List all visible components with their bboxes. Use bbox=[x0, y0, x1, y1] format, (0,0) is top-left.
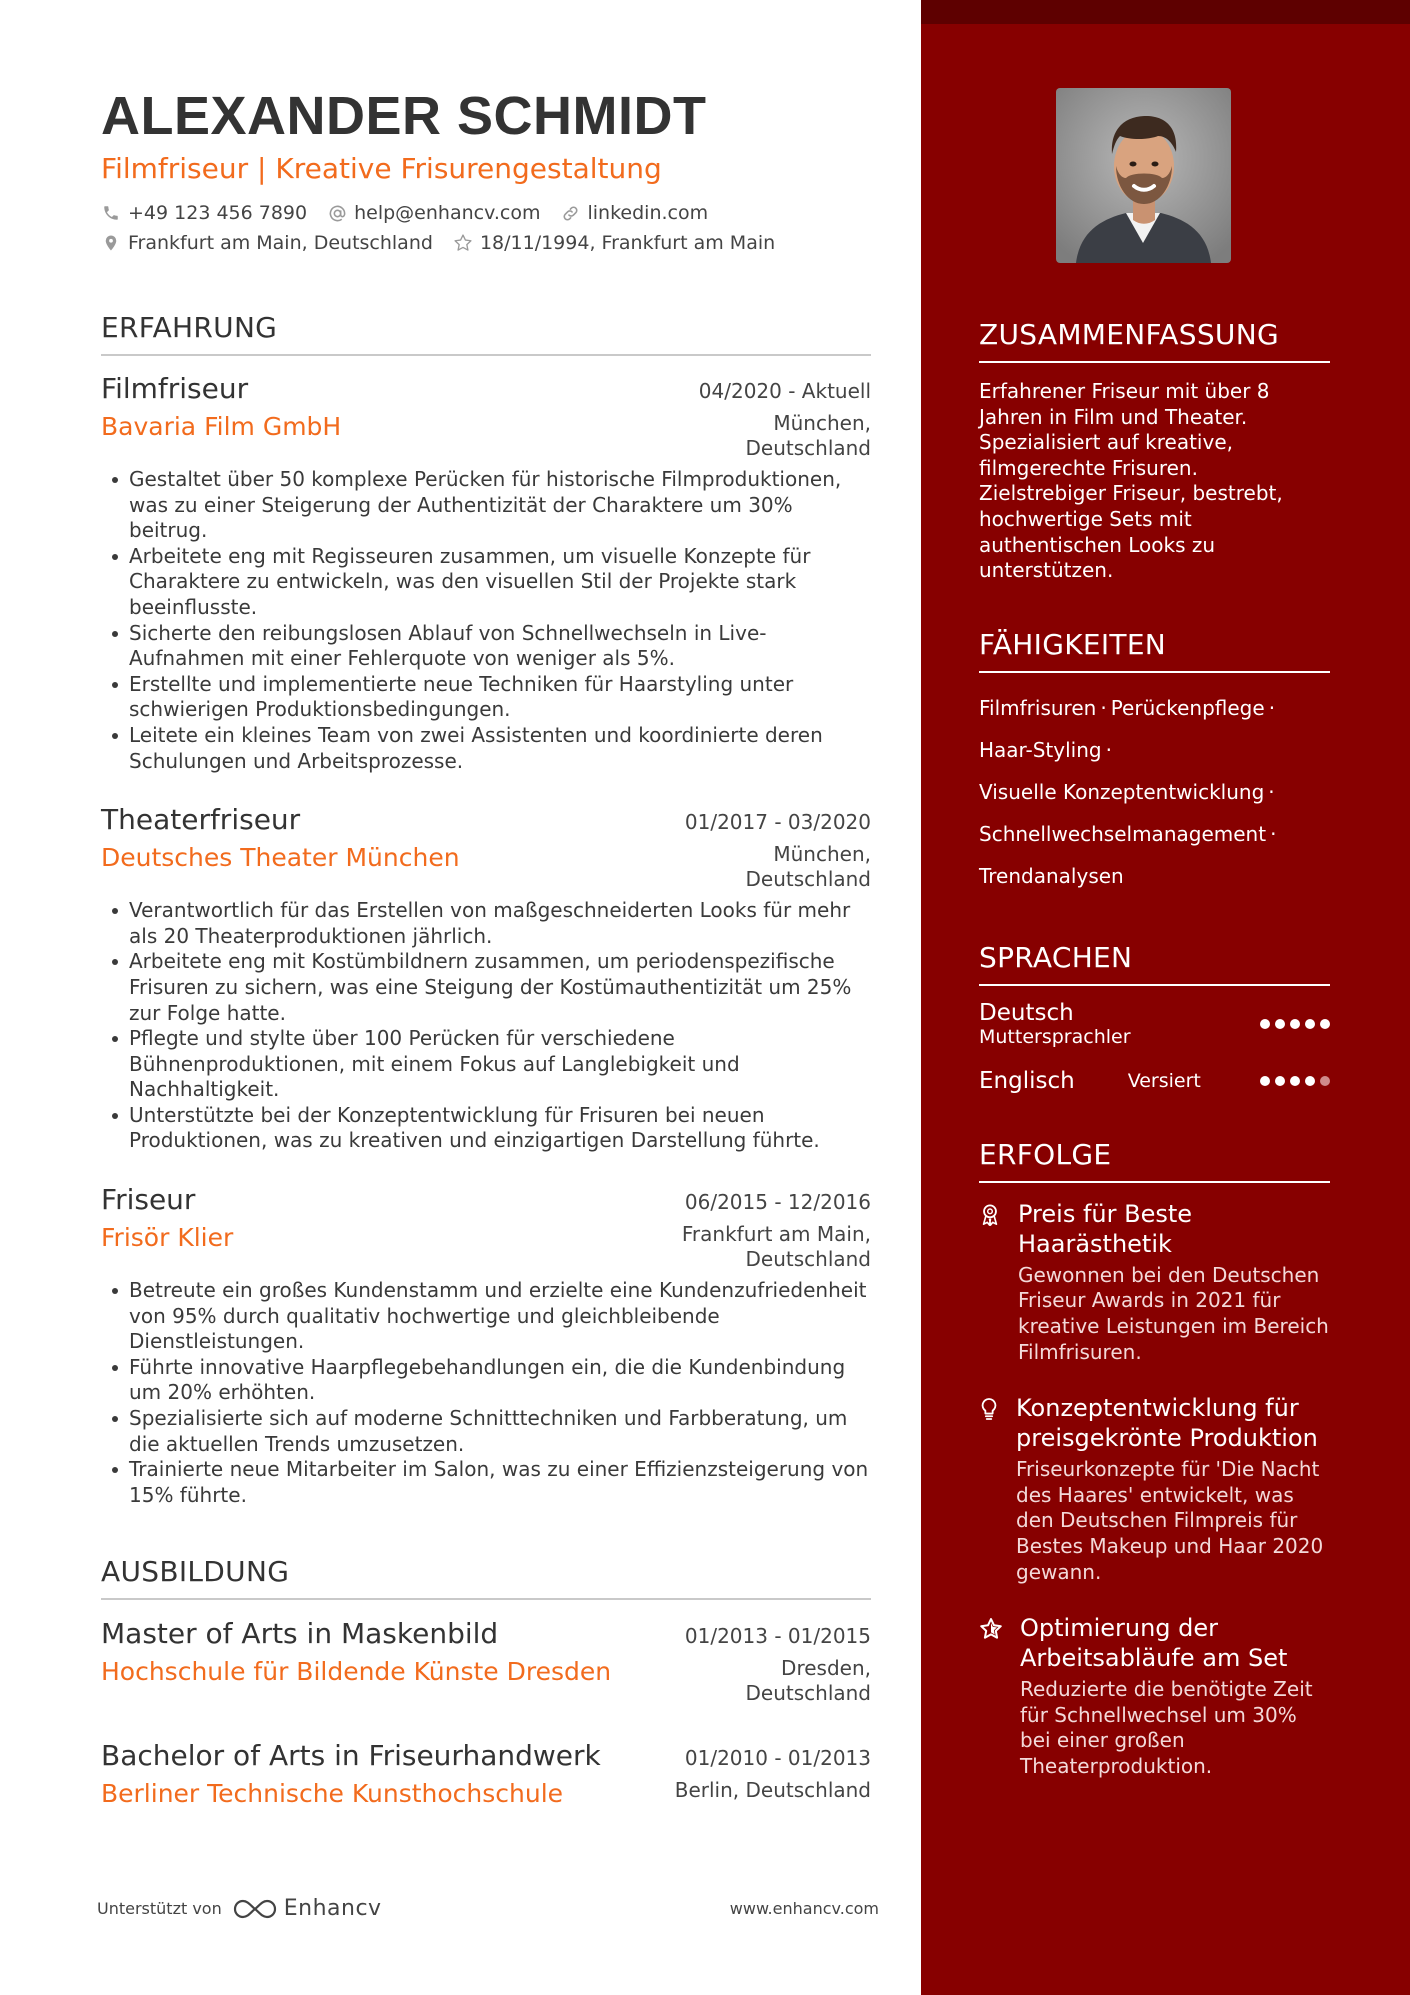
skill-separator: · bbox=[1268, 779, 1275, 804]
school-name: Hochschule für Bildende Künste Dresden bbox=[101, 1657, 612, 1687]
location-contact bbox=[101, 232, 433, 254]
profile-photo-image bbox=[1056, 88, 1231, 263]
education-section bbox=[101, 1555, 871, 1810]
powered-by-text: Unterstützt von bbox=[97, 1899, 222, 1918]
job-location-line: Frankfurt am Main, bbox=[681, 1222, 871, 1247]
bullet-item: Leitete ein kleines Team von zwei Assistenten und koordinierte deren Schulungen und Arbeitsprozesse. bbox=[101, 723, 871, 774]
job-date: 06/2015 - 12/2016 bbox=[684, 1190, 871, 1215]
contact-info bbox=[101, 198, 871, 258]
degree-title: Master of Arts in Maskenbild bbox=[101, 1617, 499, 1651]
school-location-line: Dresden, bbox=[781, 1656, 871, 1681]
location-pin-icon bbox=[101, 233, 121, 253]
footer-brand bbox=[97, 1896, 382, 1921]
skill-item: Haar-Styling bbox=[979, 737, 1102, 762]
rating-dot-filled bbox=[1275, 1019, 1285, 1029]
phone-icon bbox=[101, 203, 121, 223]
education-date: 01/2010 - 01/2013 bbox=[684, 1746, 871, 1771]
languages-section bbox=[979, 941, 1330, 1094]
job-location bbox=[746, 411, 872, 461]
achievement-title: Preis für Beste Haarästhetik bbox=[1018, 1199, 1193, 1258]
education-date: 01/2013 - 01/2015 bbox=[684, 1624, 871, 1649]
skill-separator: · bbox=[1100, 695, 1107, 720]
phone-text: +49 123 456 7890 bbox=[128, 202, 308, 224]
job-location-line: Deutschland bbox=[745, 1247, 871, 1272]
sidebar bbox=[921, 0, 1410, 1995]
email-text: help@enhancv.com bbox=[354, 202, 541, 224]
skill-separator: · bbox=[1105, 737, 1112, 762]
language-name: Englisch bbox=[979, 1067, 1075, 1094]
achievement-item bbox=[979, 1613, 1330, 1779]
linkedin-contact[interactable] bbox=[560, 202, 708, 224]
achievement-title: Konzeptentwicklung für preisgekrönte Produktion bbox=[1016, 1394, 1318, 1453]
candidate-tagline: Filmfriseur | Kreative Frisurengestaltung bbox=[101, 152, 662, 185]
job-location-line: München, bbox=[773, 842, 871, 867]
language-level: Versiert bbox=[1127, 1069, 1201, 1092]
summary-section bbox=[979, 318, 1330, 584]
bullet-item: Unterstützte bei der Konzeptentwicklung für Frisuren bei neuen Produktionen, was zu kreativen und einzigartigen Darstellung führte. bbox=[101, 1103, 871, 1154]
bullet-item: Führte innovative Haarpflegebehandlungen ein, die die Kundenbindung um 20% erhöhten. bbox=[101, 1355, 871, 1406]
skills-section bbox=[979, 628, 1330, 897]
company-name: Bavaria Film GmbH bbox=[101, 412, 342, 441]
award-icon bbox=[979, 1203, 1001, 1227]
rating-dot-filled bbox=[1305, 1076, 1315, 1086]
skills-title: FÄHIGKEITEN bbox=[979, 628, 1330, 673]
experience-section bbox=[101, 311, 871, 1508]
summary-title: ZUSAMMENFASSUNG bbox=[979, 318, 1330, 363]
job-title: Filmfriseur bbox=[101, 372, 249, 405]
job-location bbox=[682, 1222, 871, 1272]
rating-dot-filled bbox=[1260, 1019, 1270, 1029]
email-contact[interactable] bbox=[327, 202, 540, 224]
school-location bbox=[675, 1778, 871, 1803]
achievement-title: Optimierung der Arbeitsabläufe am Set bbox=[1020, 1614, 1288, 1673]
job-bullets bbox=[101, 467, 871, 774]
language-level: Muttersprachler bbox=[979, 1025, 1131, 1048]
experience-entry bbox=[101, 1182, 871, 1508]
skill-separator: · bbox=[1268, 695, 1276, 720]
location-text: Frankfurt am Main, Deutschland bbox=[128, 232, 433, 254]
footer bbox=[97, 1896, 879, 1921]
skill-separator: · bbox=[1270, 821, 1277, 846]
job-date: 01/2017 - 03/2020 bbox=[684, 810, 871, 835]
bullet-item: Verantwortlich für das Erstellen von maßgeschneiderten Looks für mehr als 20 Theaterproduktionen jährlich. bbox=[101, 898, 871, 949]
achievements-section bbox=[979, 1138, 1330, 1780]
skill-item: Schnellwechselmanagement bbox=[979, 821, 1267, 846]
link-icon bbox=[560, 203, 580, 223]
job-date: 04/2020 - Aktuell bbox=[698, 379, 871, 403]
brand-name: Enhancv bbox=[283, 1896, 382, 1921]
languages-title: SPRACHEN bbox=[979, 941, 1330, 986]
rating-dot-filled bbox=[1305, 1019, 1315, 1029]
job-title: Friseur bbox=[101, 1183, 196, 1217]
achievement-item bbox=[979, 1393, 1330, 1585]
achievement-desc: Friseurkonzepte für 'Die Nacht des Haares' entwickelt, was den Deutschen Filmpreis für Bestes Makeup und Haar 2020 gewann. bbox=[1016, 1457, 1324, 1584]
rating-dot-filled bbox=[1290, 1076, 1300, 1086]
bullet-item: Erstellte und implementierte neue Techniken für Haarstyling unter schwierigen Produktionsbedingungen. bbox=[101, 672, 871, 723]
star-icon bbox=[979, 1617, 1003, 1641]
achievement-item bbox=[979, 1199, 1330, 1365]
job-bullets bbox=[101, 898, 871, 1154]
bullet-item: Spezialisierte sich auf moderne Schnitttechniken und Farbberatung, um die aktuellen Trends umzusetzen. bbox=[101, 1406, 871, 1457]
bullet-item: Sicherte den reibungslosen Ablauf von Schnellwechseln in Live-Aufnahmen mit einer Fehlerquote von weniger als 5%. bbox=[101, 621, 871, 672]
bullet-item: Trainierte neue Mitarbeiter im Salon, was zu einer Effizienzsteigerung von 15% führte. bbox=[101, 1457, 871, 1508]
at-icon bbox=[327, 203, 347, 223]
rating-dot-filled bbox=[1260, 1076, 1270, 1086]
achievement-desc: Gewonnen bei den Deutschen Friseur Awards in 2021 für kreative Leistungen im Bereich Filmfrisuren. bbox=[1018, 1262, 1329, 1364]
sidebar-top-bar bbox=[921, 0, 1410, 24]
achievement-desc: Reduzierte die benötigte Zeit für Schnellwechsel um 30% bei einer großen Theaterproduktion. bbox=[1020, 1677, 1313, 1778]
job-title: Theaterfriseur bbox=[101, 803, 301, 837]
infinity-icon bbox=[232, 1898, 278, 1920]
skill-item: Perückenpflege bbox=[1110, 695, 1265, 720]
rating-dot-filled bbox=[1320, 1019, 1330, 1029]
language-name: Deutsch bbox=[979, 999, 1074, 1026]
candidate-name: ALEXANDER SCHMIDT bbox=[101, 86, 707, 146]
main-column bbox=[101, 88, 871, 1810]
skill-item: Trendanalysen bbox=[979, 863, 1124, 888]
education-title: AUSBILDUNG bbox=[101, 1555, 871, 1600]
rating-dot-filled bbox=[1275, 1076, 1285, 1086]
job-location-line: München, bbox=[773, 411, 871, 435]
language-item bbox=[979, 1000, 1330, 1048]
phone-contact[interactable] bbox=[101, 202, 307, 224]
bullet-item: Gestaltet über 50 komplexe Perücken für historische Filmproduktionen, was zu einer Steigerung der Authentizität der Charaktere um 30% beitrug. bbox=[101, 467, 871, 544]
experience-entry bbox=[101, 802, 871, 1154]
education-entry bbox=[101, 1738, 871, 1810]
school-name: Berliner Technische Kunsthochschule bbox=[101, 1779, 564, 1809]
sidebar-content bbox=[979, 318, 1330, 1779]
job-location-line: Deutschland bbox=[745, 867, 871, 892]
linkedin-text: linkedin.com bbox=[587, 202, 709, 224]
language-rating bbox=[1255, 1076, 1330, 1086]
job-bullets bbox=[101, 1278, 871, 1508]
footer-url[interactable]: www.enhancv.com bbox=[729, 1899, 879, 1918]
bullet-item: Betreute ein großes Kundenstamm und erzielte eine Kundenzufriedenheit von 95% durch qualitativ hochwertige und gleichbleibende Dienstleistungen. bbox=[101, 1278, 871, 1355]
company-name: Frisör Klier bbox=[101, 1223, 234, 1253]
education-entry bbox=[101, 1616, 871, 1706]
rating-dot-filled bbox=[1290, 1019, 1300, 1029]
company-name: Deutsches Theater München bbox=[101, 843, 460, 873]
achievements-title: ERFOLGE bbox=[979, 1138, 1330, 1183]
lightbulb-icon bbox=[979, 1397, 999, 1421]
birth-contact bbox=[453, 232, 775, 254]
profile-photo bbox=[1056, 88, 1231, 263]
school-location-line: Berlin, Deutschland bbox=[674, 1778, 871, 1803]
experience-title: ERFAHRUNG bbox=[101, 311, 871, 356]
bullet-item: Arbeitete eng mit Regisseuren zusammen, um visuelle Konzepte für Charaktere zu entwickeln, was den visuellen Stil der Projekte stark beeinflusste. bbox=[101, 544, 871, 621]
birth-text: 18/11/1994, Frankfurt am Main bbox=[479, 232, 776, 254]
language-rating bbox=[1255, 1019, 1330, 1029]
degree-title: Bachelor of Arts in Friseurhandwerk bbox=[101, 1739, 601, 1773]
skill-item: Visuelle Konzeptentwicklung bbox=[979, 779, 1265, 804]
bullet-item: Arbeitete eng mit Kostümbildnern zusammen, um periodenspezifische Frisuren zu sichern, was eine Steigung der Kostümauthentizität um 25% zur Folge hatte. bbox=[101, 949, 871, 1026]
skills-list bbox=[979, 687, 1330, 897]
job-location-line: Deutschland bbox=[745, 436, 871, 460]
job-location bbox=[746, 842, 872, 892]
bullet-item: Pflegte und stylte über 100 Perücken für verschiedene Bühnenproduktionen, mit einem Fokus auf Langlebigkeit und Nachhaltigkeit. bbox=[101, 1026, 871, 1103]
star-outline-icon bbox=[453, 233, 473, 253]
school-location bbox=[746, 1656, 872, 1706]
summary-text: Erfahrener Friseur mit über 8 Jahren in Film und Theater. Spezialisiert auf kreative, filmgerechte Frisuren. Zielstrebiger Friseur, bestrebt, hochwertige Sets mit authentischen Looks zu unterstützen. bbox=[979, 379, 1283, 583]
enhancv-logo[interactable] bbox=[232, 1896, 382, 1921]
skill-item: Filmfrisuren bbox=[979, 695, 1097, 720]
rating-dot-empty bbox=[1320, 1076, 1330, 1086]
language-item bbox=[979, 1068, 1330, 1094]
school-location-line: Deutschland bbox=[745, 1681, 871, 1706]
experience-entry bbox=[101, 371, 871, 774]
